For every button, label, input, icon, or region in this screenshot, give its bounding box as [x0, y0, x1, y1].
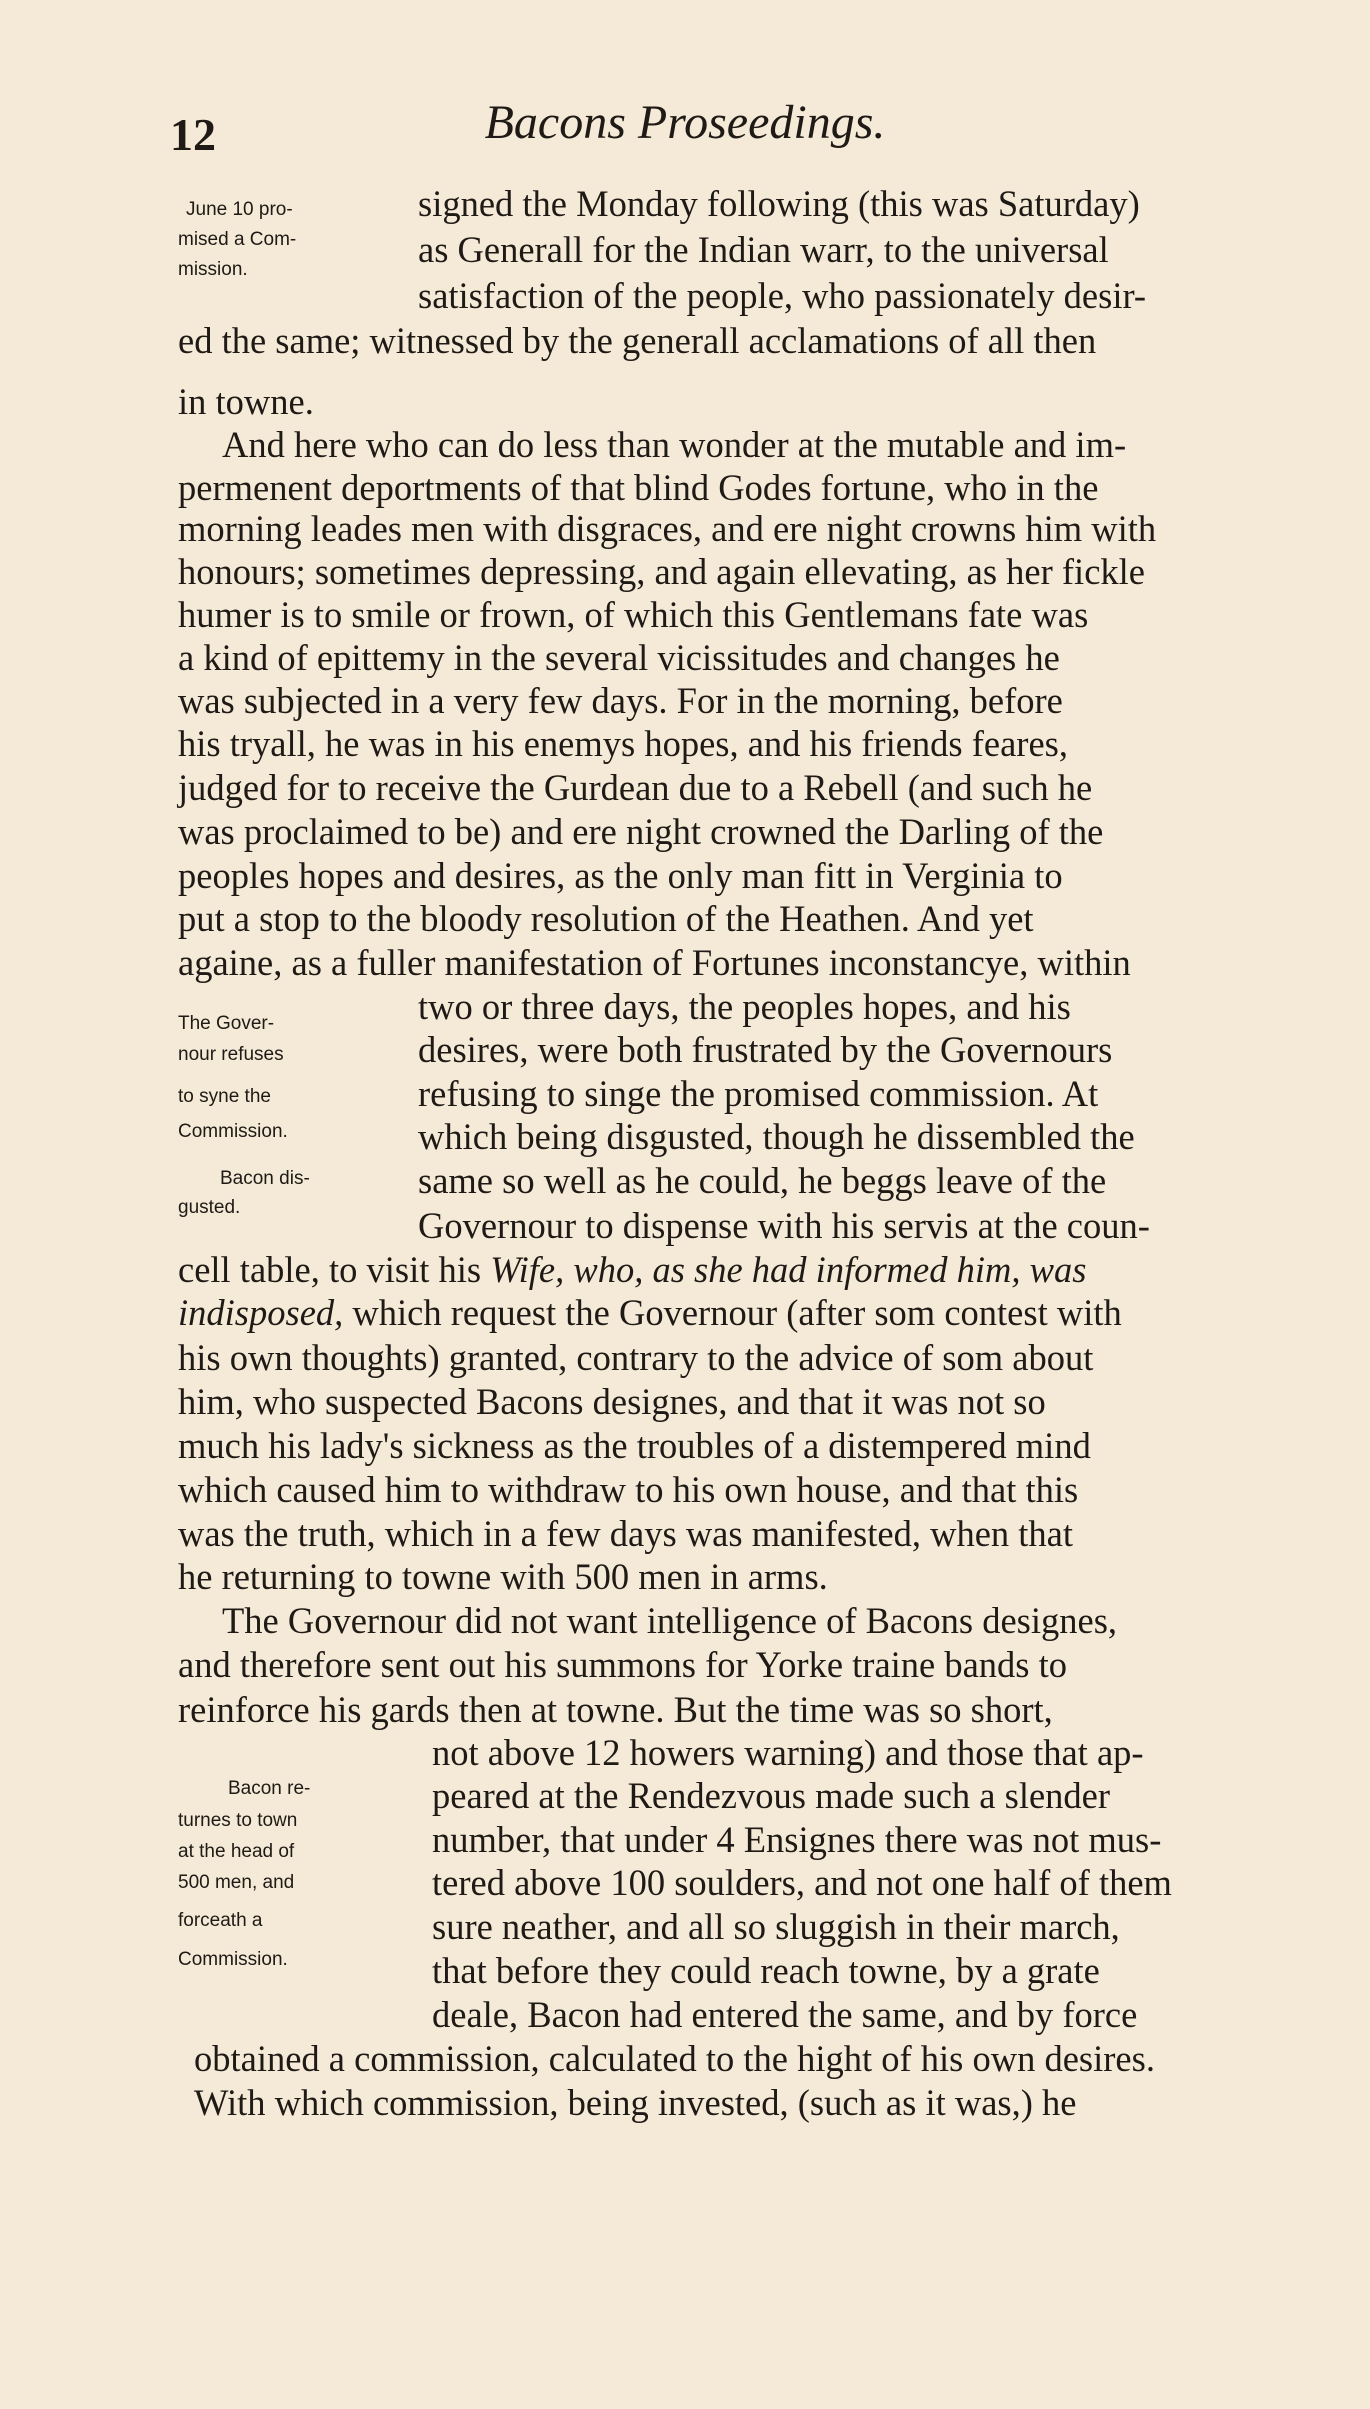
- text-line: put a stop to the bloody resolution of the Heathen. And yet: [178, 898, 1034, 939]
- sidenote: to syne the: [178, 1086, 271, 1107]
- sidenote: Commission.: [178, 1121, 288, 1142]
- text-line: much his lady's sickness as the troubles of a distempered mind: [178, 1425, 1091, 1466]
- page-number: 12: [170, 109, 216, 160]
- sidenote: mised a Com-: [178, 229, 297, 250]
- text-line: satisfaction of the people, who passionately desir-: [418, 275, 1147, 316]
- sidenote: turnes to town: [178, 1810, 298, 1831]
- text-line: in towne.: [178, 381, 314, 422]
- text-run: cell table, to visit his: [178, 1249, 482, 1290]
- text-line: that before they could reach towne, by a grate: [432, 1950, 1100, 1991]
- text-line: [178, 1292, 1122, 1333]
- text-line: obtained a commission, calculated to the hight of his own desires.: [194, 2038, 1155, 2079]
- text-line: peared at the Rendezvous made such a slender: [432, 1775, 1111, 1816]
- text-line: was subjected in a very few days. For in the morning, before: [178, 680, 1063, 721]
- text-line: which being disgusted, though he dissembled the: [418, 1116, 1135, 1157]
- text-line: Governour to dispense with his servis at the coun-: [418, 1205, 1150, 1246]
- sidenote: Commission.: [178, 1949, 288, 1970]
- text-line: reinforce his gards then at towne. But the time was so short,: [178, 1689, 1053, 1730]
- running-title: Bacons Proseedings.: [484, 96, 886, 149]
- text-line: peoples hopes and desires, as the only man fitt in Verginia to: [178, 855, 1063, 896]
- text-line: judged for to receive the Gurdean due to a Rebell (and such he: [178, 767, 1093, 808]
- text-line: as Generall for the Indian warr, to the universal: [418, 229, 1109, 270]
- text-line: The Governour did not want intelligence of Bacons designes,: [222, 1600, 1118, 1641]
- text-line: same so well as he could, he beggs leave of the: [418, 1160, 1107, 1201]
- text-line: which caused him to withdraw to his own house, and that this: [178, 1469, 1079, 1510]
- text-line: not above 12 howers warning) and those that ap-: [432, 1732, 1144, 1773]
- text-line: him, who suspected Bacons designes, and that it was not so: [178, 1381, 1046, 1422]
- sidenote: The Gover-: [178, 1013, 275, 1034]
- sidenote: forceath a: [178, 1910, 263, 1931]
- text-line: permenent deportments of that blind Godes fortune, who in the: [178, 467, 1099, 508]
- text-line: signed the Monday following (this was Saturday): [418, 183, 1140, 224]
- text-line: And here who can do less than wonder at the mutable and im-: [222, 424, 1127, 465]
- text-line: humer is to smile or frown, of which this Gentlemans fate was: [178, 594, 1089, 635]
- text-line: tered above 100 soulders, and not one half of them: [432, 1862, 1172, 1903]
- sidenote: at the head of: [178, 1841, 295, 1862]
- italic-run: indisposed,: [178, 1292, 344, 1333]
- italic-run: Wife, who, as she had informed him, was: [490, 1249, 1087, 1290]
- text-line: sure neather, and all so sluggish in their march,: [432, 1906, 1120, 1947]
- sidenote: 500 men, and: [178, 1872, 295, 1893]
- text-line: was the truth, which in a few days was manifested, when that: [178, 1513, 1074, 1554]
- text-line: With which commission, being invested, (such as it was,) he: [194, 2082, 1077, 2123]
- text-line: honours; sometimes depressing, and again ellevating, as her fickle: [178, 551, 1145, 592]
- sidenote: nour refuses: [178, 1044, 284, 1065]
- sidenote: mission.: [178, 259, 248, 280]
- text-line: number, that under 4 Ensignes there was not mus-: [432, 1819, 1162, 1860]
- sidenote: Bacon re-: [228, 1778, 311, 1799]
- text-line: refusing to singe the promised commission. At: [418, 1073, 1099, 1114]
- sidenote: June 10 pro-: [186, 199, 293, 220]
- sidenote: Bacon dis-: [220, 1168, 310, 1189]
- text-line: morning leades men with disgraces, and ere night crowns him with: [178, 508, 1157, 549]
- text-line: was proclaimed to be) and ere night crowned the Darling of the: [178, 811, 1104, 852]
- text-line: deale, Bacon had entered the same, and by force: [432, 1994, 1138, 2035]
- text-line: and therefore sent out his summons for Yorke traine bands to: [178, 1644, 1068, 1685]
- text-line: his own thoughts) granted, contrary to the advice of som about: [178, 1337, 1094, 1378]
- text-line: two or three days, the peoples hopes, and his: [418, 986, 1071, 1027]
- text-line: desires, were both frustrated by the Governours: [418, 1029, 1113, 1070]
- text-line: a kind of epittemy in the several vicissitudes and changes he: [178, 637, 1060, 678]
- sidenote: gusted.: [178, 1197, 241, 1218]
- text-line: he returning to towne with 500 men in arms.: [178, 1556, 828, 1597]
- text-line: his tryall, he was in his enemys hopes, and his friends feares,: [178, 723, 1068, 764]
- text-line: [178, 1249, 1087, 1290]
- text-line: ed the same; witnessed by the generall acclamations of all then: [178, 320, 1097, 361]
- text-run: which request the Governour (after som contest with: [352, 1292, 1122, 1333]
- text-line: againe, as a fuller manifestation of Fortunes inconstancye, within: [178, 942, 1131, 983]
